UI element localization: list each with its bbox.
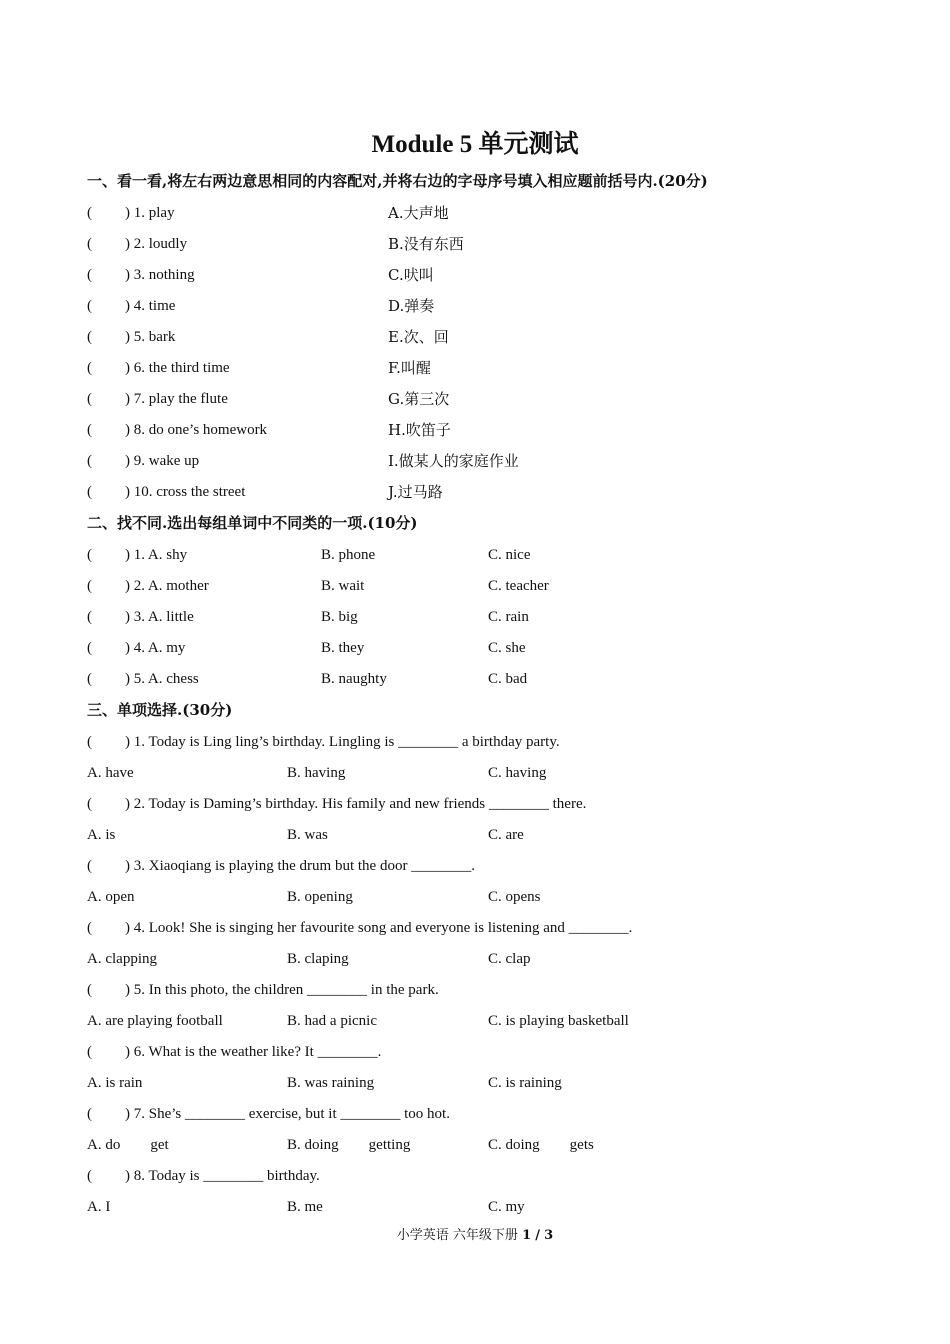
- match-left: ) 6. the third time: [125, 360, 230, 376]
- answer-paren: (: [87, 267, 92, 283]
- page-total: 3: [544, 1228, 554, 1243]
- option-c: C. clap: [488, 951, 531, 967]
- match-right: B.没有东西: [388, 235, 464, 253]
- odd-one-out-row: [87, 669, 528, 689]
- match-right: C.吠叫: [388, 266, 434, 284]
- question-text: ) 4. Look! She is singing her favourite song and everyone is listening and ________.: [125, 920, 633, 936]
- answer-paren: (: [87, 858, 92, 874]
- answer-paren: (: [87, 298, 92, 314]
- match-row: [87, 203, 449, 223]
- page-number: 1: [522, 1228, 532, 1243]
- option-b: B. me: [287, 1199, 323, 1215]
- option-b: B. was: [287, 827, 328, 843]
- option-b: B. opening: [287, 889, 353, 905]
- option-a: A. are playing football: [87, 1013, 223, 1029]
- question-line: [87, 856, 475, 876]
- match-right: H.吹笛子: [388, 421, 451, 439]
- answer-paren: (: [87, 360, 92, 376]
- option-a: A. is rain: [87, 1075, 143, 1091]
- answer-paren: (: [87, 796, 92, 812]
- question-line: [87, 918, 633, 938]
- question-line: [87, 794, 587, 814]
- footer-label: 小学英语 六年级下册: [396, 1228, 518, 1243]
- option-b: B. had a picnic: [287, 1013, 377, 1029]
- page-title: Module 5 单元测试: [371, 131, 579, 158]
- option-a: ) 4. A. my: [125, 640, 186, 656]
- option-a: A. have: [87, 765, 134, 781]
- question-text: ) 7. She’s ________ exercise, but it ________ too hot.: [125, 1106, 450, 1122]
- option-b: B. doing getting: [287, 1137, 411, 1153]
- option-a: ) 5. A. chess: [125, 671, 199, 687]
- answer-paren: (: [87, 484, 92, 500]
- answer-paren: (: [87, 609, 92, 625]
- match-row: [87, 327, 449, 347]
- option-b: B. big: [321, 609, 358, 625]
- option-a: ) 1. A. shy: [125, 547, 188, 563]
- option-c: C. are: [488, 827, 524, 843]
- answer-paren: (: [87, 578, 92, 594]
- option-c: C. bad: [488, 671, 528, 687]
- match-left: ) 4. time: [125, 298, 176, 314]
- match-left: ) 2. loudly: [125, 236, 188, 252]
- option-c: C. nice: [488, 547, 531, 563]
- option-b: B. was raining: [287, 1075, 375, 1091]
- question-line: [87, 980, 439, 1000]
- section3-heading: 三、单项选择.(30分): [87, 701, 233, 719]
- match-left: ) 10. cross the street: [125, 484, 246, 500]
- question-text: ) 2. Today is Daming’s birthday. His family and new friends ________ there.: [125, 796, 587, 812]
- match-right: F.叫醒: [388, 359, 431, 377]
- odd-one-out-row: [87, 638, 526, 658]
- option-c: C. is playing basketball: [488, 1013, 629, 1029]
- match-left: ) 9. wake up: [125, 453, 200, 469]
- option-c: C. is raining: [488, 1075, 562, 1091]
- option-a: A. clapping: [87, 951, 157, 967]
- option-c: C. my: [488, 1199, 525, 1215]
- answer-paren: (: [87, 671, 92, 687]
- option-b: B. naughty: [321, 671, 387, 687]
- question-text: ) 3. Xiaoqiang is playing the drum but the door ________.: [125, 858, 475, 874]
- option-a: A. is: [87, 827, 116, 843]
- answer-paren: (: [87, 640, 92, 656]
- answer-paren: (: [87, 982, 92, 998]
- question-line: [87, 1166, 320, 1186]
- option-b: B. wait: [321, 578, 365, 594]
- answer-paren: (: [87, 1168, 92, 1184]
- question-text: ) 8. Today is ________ birthday.: [125, 1168, 320, 1184]
- odd-one-out-row: [87, 576, 549, 596]
- option-b: B. phone: [321, 547, 376, 563]
- match-row: [87, 451, 519, 471]
- page-separator: /: [535, 1228, 541, 1243]
- answer-paren: (: [87, 547, 92, 563]
- match-row: [87, 420, 451, 440]
- answer-paren: (: [87, 734, 92, 750]
- question-text: ) 1. Today is Ling ling’s birthday. Lingling is ________ a birthday party.: [125, 734, 560, 750]
- option-c: C. doing gets: [488, 1137, 594, 1153]
- match-left: ) 1. play: [125, 205, 175, 221]
- match-left: ) 5. bark: [125, 329, 176, 345]
- match-left: ) 8. do one’s homework: [125, 422, 268, 438]
- match-right: G.第三次: [388, 390, 450, 408]
- answer-paren: (: [87, 1044, 92, 1060]
- option-b: B. having: [287, 765, 346, 781]
- odd-one-out-row: [87, 607, 529, 627]
- match-right: I.做某人的家庭作业: [388, 452, 519, 470]
- match-row: [87, 389, 450, 409]
- answer-paren: (: [87, 205, 92, 221]
- option-a: A. open: [87, 889, 135, 905]
- question-text: ) 6. What is the weather like? It ________.: [125, 1044, 382, 1060]
- answer-paren: (: [87, 236, 92, 252]
- match-right: D.弹奏: [388, 297, 435, 315]
- match-right: A.大声地: [388, 204, 449, 222]
- match-row: [87, 234, 464, 254]
- option-c: C. teacher: [488, 578, 549, 594]
- answer-paren: (: [87, 391, 92, 407]
- answer-paren: (: [87, 1106, 92, 1122]
- option-b: B. they: [321, 640, 365, 656]
- match-right: E.次、回: [388, 328, 449, 346]
- match-row: [87, 296, 435, 316]
- section1-heading: 一、看一看,将左右两边意思相同的内容配对,并将右边的字母序号填入相应题前括号内.(20分): [87, 172, 708, 190]
- section2-heading: 二、找不同.选出每组单词中不同类的一项.(10分): [87, 514, 418, 532]
- page-footer: [0, 1224, 950, 1243]
- option-a: A. do get: [87, 1137, 169, 1153]
- odd-one-out-row: [87, 545, 531, 565]
- option-c: C. opens: [488, 889, 541, 905]
- answer-paren: (: [87, 453, 92, 469]
- option-a: ) 2. A. mother: [125, 578, 209, 594]
- match-right: J.过马路: [388, 483, 443, 501]
- question-line: [87, 732, 560, 752]
- match-left: ) 7. play the flute: [125, 391, 228, 407]
- option-a: ) 3. A. little: [125, 609, 194, 625]
- question-line: [87, 1042, 382, 1062]
- answer-paren: (: [87, 920, 92, 936]
- match-row: [87, 482, 443, 502]
- option-c: C. having: [488, 765, 547, 781]
- question-text: ) 5. In this photo, the children ________ in the park.: [125, 982, 439, 998]
- option-b: B. claping: [287, 951, 349, 967]
- match-row: [87, 265, 434, 285]
- match-row: [87, 358, 431, 378]
- question-line: [87, 1104, 450, 1124]
- option-a: A. I: [87, 1199, 111, 1215]
- option-c: C. she: [488, 640, 526, 656]
- answer-paren: (: [87, 329, 92, 345]
- option-c: C. rain: [488, 609, 529, 625]
- match-left: ) 3. nothing: [125, 267, 195, 283]
- answer-paren: (: [87, 422, 92, 438]
